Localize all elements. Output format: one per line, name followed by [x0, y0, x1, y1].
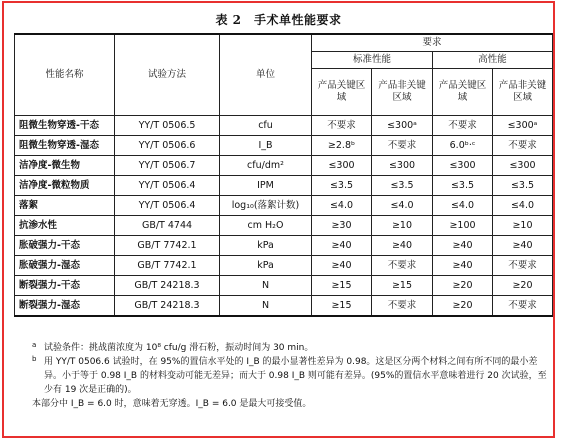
cell-value: ≤4.0: [372, 196, 433, 216]
cell-value: ≥20: [493, 276, 553, 296]
cell-method: YY/T 0506.4: [115, 196, 220, 216]
cell-unit: N: [220, 296, 312, 317]
header-standard-noncritical: 产品非关键区域: [372, 69, 433, 116]
cell-value: ≥40: [312, 256, 372, 276]
requirements-table: [14, 33, 553, 317]
cell-value: ≤3.5: [433, 176, 493, 196]
cell-value: ≤3.5: [312, 176, 372, 196]
cell-unit: cfu/dm²: [220, 156, 312, 176]
cell-name: 胀破强力-湿态: [15, 256, 115, 276]
cell-value: ≤300: [372, 156, 433, 176]
cell-method: GB/T 7742.1: [115, 256, 220, 276]
cell-value: ≥15: [372, 276, 433, 296]
cell-value: ≤300ᵃ: [372, 116, 433, 136]
cell-unit: IPM: [220, 176, 312, 196]
table-title: 表 2 手术单性能要求: [215, 13, 342, 27]
cell-value: ≥30: [312, 216, 372, 236]
cell-value: ≥15: [312, 296, 372, 317]
header-method: 试验方法: [115, 34, 220, 116]
cell-name: 落絮: [15, 196, 115, 216]
table-row: [15, 116, 553, 136]
cell-value: ≥10: [493, 216, 553, 236]
cell-value: ≥2.8ᵇ: [312, 136, 372, 156]
note-b: b 用 YY/T 0506.6 试验时，在 95%的置信水平处的 I_B 的最小显著性差异为 0.98。这是区分两个材料之间有所不同的最小差异。小于等于 0.98 I_B 的材料变动可能无差异；而大于 0.98 I_B 则可能有差异。(95%的置信水平意味着进行 20 次试验，至少有 19 次是正确的)。: [32, 355, 547, 395]
cell-value: 不要求: [372, 136, 433, 156]
header-standard-critical: 产品关键区域: [312, 69, 372, 116]
cell-value: ≤4.0: [312, 196, 372, 216]
cell-value: ≥20: [433, 276, 493, 296]
cell-method: GB/T 24218.3: [115, 296, 220, 317]
cell-value: ≤300: [312, 156, 372, 176]
table-row: [15, 256, 553, 276]
cell-value: 不要求: [372, 296, 433, 317]
cell-value: 不要求: [493, 136, 553, 156]
table-row: [15, 156, 553, 176]
cell-name: 断裂强力-干态: [15, 276, 115, 296]
header-high-critical: 产品关键区域: [433, 69, 493, 116]
cell-value: ≥40: [493, 236, 553, 256]
table-row: [15, 216, 553, 236]
cell-value: ≥40: [433, 236, 493, 256]
header-name: 性能名称: [15, 34, 115, 116]
header-unit: 单位: [220, 34, 312, 116]
cell-value: 6.0ᵇ·ᶜ: [433, 136, 493, 156]
cell-unit: cm H₂O: [220, 216, 312, 236]
cell-value: ≥40: [372, 236, 433, 256]
cell-name: 断裂强力-湿态: [15, 296, 115, 317]
cell-unit: cfu: [220, 116, 312, 136]
cell-method: YY/T 0506.4: [115, 176, 220, 196]
cell-name: 阻微生物穿透-湿态: [15, 136, 115, 156]
cell-value: 不要求: [433, 116, 493, 136]
header-requirement: 要求: [312, 34, 553, 52]
cell-value: ≤300: [433, 156, 493, 176]
cell-value: ≥40: [312, 236, 372, 256]
cell-name: 洁净度-微生物: [15, 156, 115, 176]
table-row: [15, 136, 553, 156]
cell-unit: kPa: [220, 236, 312, 256]
table-row: [15, 296, 553, 317]
table-row: [15, 176, 553, 196]
cell-name: 胀破强力-干态: [15, 236, 115, 256]
note-a: a 试验条件：挑战菌浓度为 10⁸ cfu/g 滑石粉，振动时间为 30 min。: [32, 341, 314, 353]
note-c: 本部分中 I_B = 6.0 时，意味着无穿透。I_B = 6.0 是最大可接受值。: [32, 399, 312, 409]
cell-value: ≤3.5: [372, 176, 433, 196]
header-high: 高性能: [433, 52, 553, 69]
cell-value: ≥20: [433, 296, 493, 317]
cell-name: 洁净度-微粒物质: [15, 176, 115, 196]
cell-value: 不要求: [493, 256, 553, 276]
header-high-noncritical: 产品非关键区域: [493, 69, 553, 116]
cell-value: ≥10: [372, 216, 433, 236]
cell-unit: log₁₀(落絮计数): [220, 196, 312, 216]
cell-value: ≤300: [493, 156, 553, 176]
cell-value: ≤300ᵃ: [493, 116, 553, 136]
cell-method: GB/T 4744: [115, 216, 220, 236]
cell-unit: kPa: [220, 256, 312, 276]
cell-value: 不要求: [493, 296, 553, 317]
cell-value: 不要求: [372, 256, 433, 276]
cell-value: ≥15: [312, 276, 372, 296]
cell-name: 抗渗水性: [15, 216, 115, 236]
header-standard: 标准性能: [312, 52, 433, 69]
table-row: [15, 276, 553, 296]
cell-value: ≤3.5: [493, 176, 553, 196]
cell-method: GB/T 24218.3: [115, 276, 220, 296]
cell-value: ≤4.0: [493, 196, 553, 216]
cell-method: YY/T 0506.7: [115, 156, 220, 176]
table-notes: [14, 341, 552, 411]
cell-value: 不要求: [312, 116, 372, 136]
cell-unit: I_B: [220, 136, 312, 156]
cell-unit: N: [220, 276, 312, 296]
cell-value: ≥40: [433, 256, 493, 276]
cell-value: ≤4.0: [433, 196, 493, 216]
cell-method: YY/T 0506.5: [115, 116, 220, 136]
cell-value: ≥100: [433, 216, 493, 236]
table-row: [15, 196, 553, 216]
document-frame: [2, 1, 555, 438]
cell-method: YY/T 0506.6: [115, 136, 220, 156]
cell-method: GB/T 7742.1: [115, 236, 220, 256]
table-row: [15, 236, 553, 256]
cell-name: 阻微生物穿透-干态: [15, 116, 115, 136]
